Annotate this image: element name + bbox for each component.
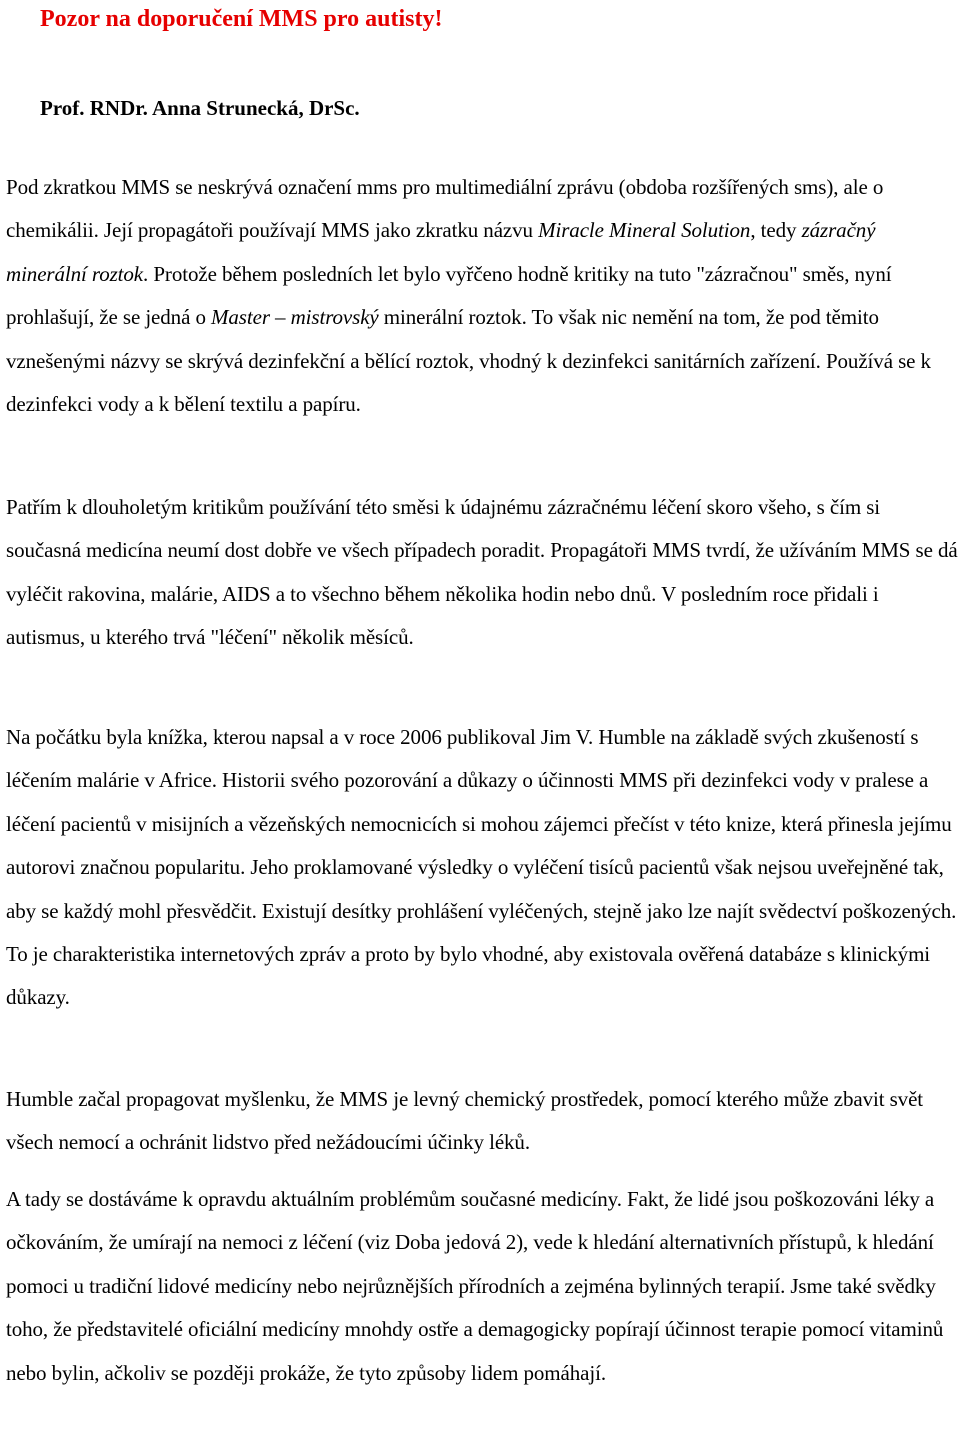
paragraph-4: Humble začal propagovat myšlenku, že MMS je levný chemický prostředek, pomocí kterého může zbavit svět všech nemocí a ochránit lidstvo před nežádoucími účinky léků. [6,1087,924,1155]
paragraph-1-italic-b: Miracle Mineral Solution [538,218,751,243]
paragraph-1-italic-d: zázračný minerální roztok [6,218,876,286]
paragraph-5: A tady se dostáváme k opravdu aktuálním problémům současné medicíny. Fakt, že lidé jsou poškozováni léky a očkováním, že umírají na nemoci z léčení (viz Doba jedová 2), vede k hledání alternativních přístupů, k hledání pomoci u tradiční lidové medicíny nebo nejrůznějších přírodních a zejména bylinných terapií. Jsme také svědky toho, že představitelé oficiální medicíny mnohdy ostře a demagogicky popírají účinnost terapie pomocí vitaminů nebo bylin, ačkoliv se později prokáže, že tyto způsoby lidem pomáhají. [6,1187,944,1385]
paragraph-2: Patřím k dlouholetým kritikům používání této směsi k údajnému zázračnému léčení skoro všeho, s čím si současná medicína neumí dost dobře ve všech případech poradit. Propagátoři MMS tvrdí, že užíváním MMS se dá vyléčit rakovina, malárie, AIDS a to všechno během několika hodin nebo dnů. V posledním roce přidali i autismus, u kterého trvá "léčení" několik měsíců. [6,495,958,650]
paragraph-1-italic-f: Master – mistrovský [211,305,379,330]
paragraph-1-text-c: , tedy [750,218,802,243]
paragraph-1-text-e: . Protože během posledních let bylo vyřčeno hodně kritiky na tuto "zázračnou" směs, nyní prohlašují, že se jedná o [6,261,892,330]
paragraph-1-text-g: minerální roztok. To však nic nemění na tom, že pod těmito vznešenými názvy se skrývá dezinfekční a bělící roztok, vhodný k dezinfekci sanitárních zařízení. Používá se k dezinfekci vody a k bělení textilu a papíru. [6,305,931,417]
document-title: Pozor na doporučení MMS pro autisty! [40,6,443,32]
author-line: Prof. RNDr. Anna Strunecká, DrSc. [40,96,360,120]
paragraph-1-text-a: Pod zkratkou MMS se neskrývá označení mms pro multimediální zprávu (obdoba rozšířených sms), ale o chemikálii. Její propagátoři používají MMS jako zkratku názvu [6,175,884,243]
paragraph-1 [6,166,958,426]
paragraph-3: Na počátku byla knížka, kterou napsal a v roce 2006 publikoval Jim V. Humble na základě svých zkušeností s léčením malárie v Africe. Historii svého pozorování a důkazy o účinnosti MMS při dezinfekci vody v pralese a léčení pacientů v misijních a vězeňských nemocnicích si mohou zájemci přečíst v této knize, která přinesla jejímu autorovi značnou popularitu. Jeho proklamované výsledky o vyléčení tisíců pacientů však nejsou uveřejněné tak, aby se každý mohl přesvědčit. Existují desítky prohlášení vyléčených, stejně jako lze najít svědectví poškozených. To je charakteristika internetových zpráv a proto by bylo vhodné, aby existovala ověřená databáze s klinickými důkazy. [6,725,957,1010]
